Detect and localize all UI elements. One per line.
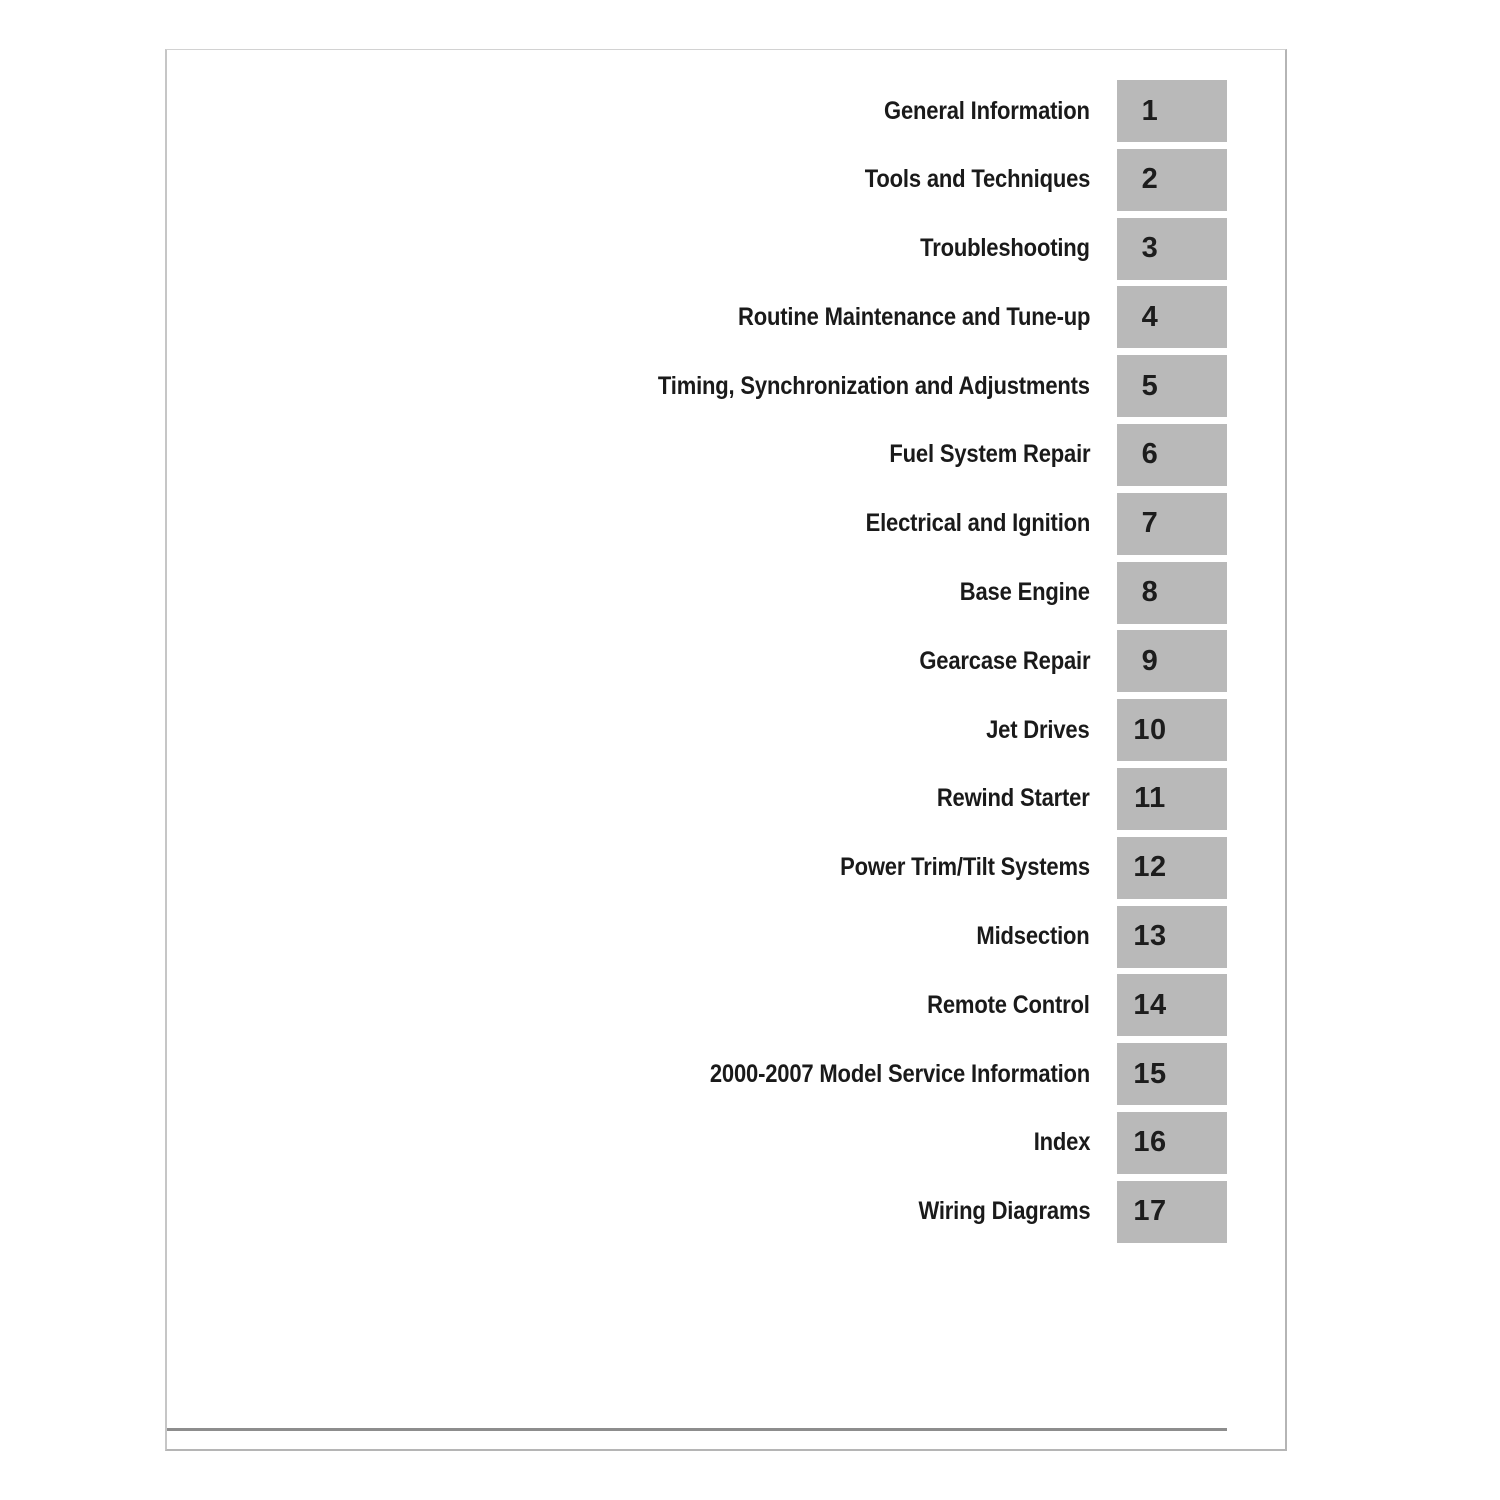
chapter-tab-number: 3 — [1141, 232, 1159, 265]
chapter-tab-number: 9 — [1141, 644, 1159, 677]
chapter-tab-number: 15 — [1133, 1057, 1167, 1090]
chapter-tab-number: 4 — [1141, 300, 1159, 333]
manual-contents-page — [165, 49, 1287, 1451]
chapter-title: Midsection — [976, 922, 1090, 951]
chapter-tab-number: 17 — [1133, 1195, 1167, 1228]
footer-rule — [167, 1428, 1227, 1431]
toc-row — [167, 149, 1227, 211]
chapter-title: Remote Control — [927, 990, 1090, 1019]
chapter-title: 2000-2007 Model Service Information — [709, 1059, 1090, 1088]
chapter-title-cell — [167, 974, 1117, 1036]
chapter-tab-number: 11 — [1134, 782, 1166, 815]
chapter-tab-number: 5 — [1141, 369, 1159, 402]
toc-row — [167, 1112, 1227, 1174]
chapter-tab — [1117, 1112, 1227, 1174]
toc-row — [167, 286, 1227, 348]
chapter-title-cell — [167, 1043, 1117, 1105]
chapter-tab-number: 14 — [1133, 988, 1167, 1021]
chapter-title: Tools and Techniques — [864, 165, 1090, 194]
chapter-tab-number: 13 — [1133, 920, 1167, 953]
chapter-title: General Information — [884, 96, 1090, 125]
chapter-title: Index — [1033, 1128, 1090, 1157]
chapter-tab — [1117, 1181, 1227, 1243]
chapter-tab-number: 2 — [1141, 163, 1159, 196]
toc-row — [167, 837, 1227, 899]
toc-row — [167, 974, 1227, 1036]
toc-row — [167, 1043, 1227, 1105]
toc-row — [167, 768, 1227, 830]
chapter-title-cell — [167, 699, 1117, 761]
toc-row — [167, 80, 1227, 142]
toc-row — [167, 630, 1227, 692]
chapter-tab-number: 6 — [1141, 438, 1159, 471]
chapter-title-cell — [167, 80, 1117, 142]
chapter-tab — [1117, 286, 1227, 348]
chapter-tab — [1117, 355, 1227, 417]
toc-row — [167, 355, 1227, 417]
chapter-tab — [1117, 630, 1227, 692]
chapter-tab — [1117, 562, 1227, 624]
chapter-title-cell — [167, 149, 1117, 211]
chapter-tab — [1117, 218, 1227, 280]
chapter-tab — [1117, 906, 1227, 968]
toc-row — [167, 699, 1227, 761]
chapter-tab-number: 12 — [1133, 851, 1167, 884]
chapter-title: Power Trim/Tilt Systems — [840, 853, 1090, 882]
toc-row — [167, 424, 1227, 486]
chapter-tab — [1117, 699, 1227, 761]
toc-list — [167, 80, 1227, 1243]
chapter-tab-number: 16 — [1133, 1126, 1167, 1159]
chapter-title: Jet Drives — [986, 715, 1090, 744]
chapter-tab — [1117, 493, 1227, 555]
toc-row — [167, 1181, 1227, 1243]
toc-row — [167, 218, 1227, 280]
chapter-tab — [1117, 1043, 1227, 1105]
chapter-tab-number: 1 — [1141, 94, 1159, 127]
chapter-title-cell — [167, 630, 1117, 692]
chapter-title-cell — [167, 1181, 1117, 1243]
chapter-title: Fuel System Repair — [888, 440, 1090, 469]
chapter-title: Electrical and Ignition — [865, 509, 1090, 538]
chapter-tab — [1117, 424, 1227, 486]
chapter-tab — [1117, 837, 1227, 899]
chapter-title-cell — [167, 562, 1117, 624]
chapter-title-cell — [167, 493, 1117, 555]
chapter-tab — [1117, 149, 1227, 211]
toc-row — [167, 493, 1227, 555]
chapter-title: Wiring Diagrams — [918, 1197, 1090, 1226]
chapter-tab — [1117, 768, 1227, 830]
chapter-title-cell — [167, 768, 1117, 830]
chapter-tab-number: 7 — [1141, 507, 1159, 540]
chapter-title: Timing, Synchronization and Adjustments — [658, 371, 1090, 400]
chapter-title-cell — [167, 218, 1117, 280]
chapter-tab — [1117, 974, 1227, 1036]
chapter-title-cell — [167, 286, 1117, 348]
chapter-tab-number: 10 — [1133, 713, 1167, 746]
chapter-title-cell — [167, 1112, 1117, 1174]
chapter-title: Gearcase Repair — [918, 646, 1090, 675]
toc-row — [167, 562, 1227, 624]
chapter-tab — [1117, 80, 1227, 142]
chapter-title-cell — [167, 906, 1117, 968]
chapter-title: Troubleshooting — [920, 234, 1090, 263]
chapter-title: Routine Maintenance and Tune-up — [737, 302, 1090, 331]
chapter-tab-number: 8 — [1141, 576, 1159, 609]
chapter-title-cell — [167, 355, 1117, 417]
chapter-title: Rewind Starter — [937, 784, 1090, 813]
toc-row — [167, 906, 1227, 968]
chapter-title: Base Engine — [959, 578, 1090, 607]
chapter-title-cell — [167, 424, 1117, 486]
chapter-title-cell — [167, 837, 1117, 899]
